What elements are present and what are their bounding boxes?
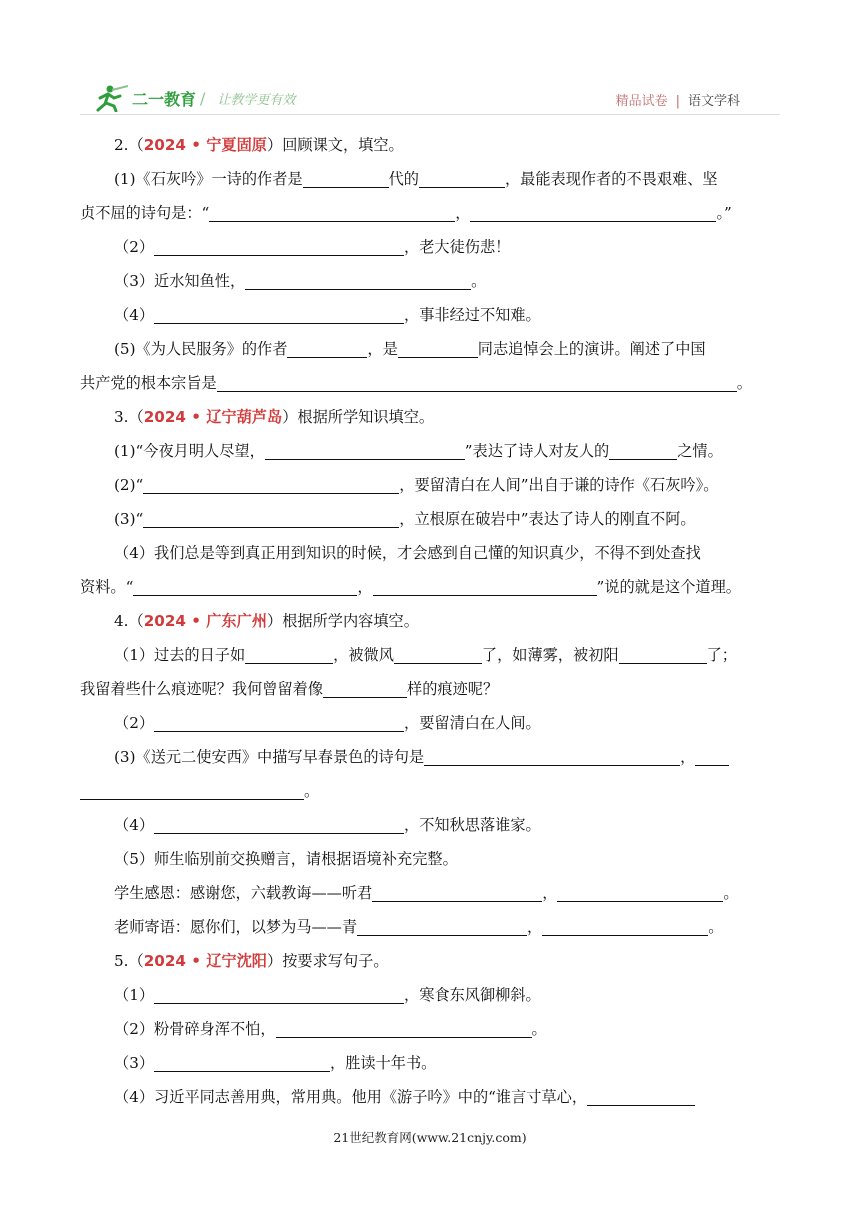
page-header [80, 80, 780, 120]
answer-blank[interactable] [154, 713, 404, 732]
q3-item-4: （4）我们总是等到真正用到知识的时候，才会感到自己懂的知识真少，不得不到处查找 [114, 544, 701, 562]
answer-blank[interactable] [357, 917, 527, 936]
q4-title: 4.（2024 • 广东广州）根据所学内容填空。 [114, 612, 419, 630]
q2-item-2: （2） ，老大徒伤悲！ [114, 238, 511, 256]
q3-item-3: (3)“ ，立根原在破岩中”表达了诗人的刚直不阿。 [114, 510, 696, 528]
q2-source: 2024 • 宁夏固原 [143, 136, 267, 154]
logo: 二一教育 / 让教学更有效 [90, 84, 295, 112]
answer-blank[interactable] [323, 679, 407, 698]
answer-blank[interactable] [373, 577, 597, 596]
answer-blank[interactable] [557, 883, 723, 902]
answer-blank[interactable] [695, 747, 729, 766]
tag-subject: 语文学科 [687, 94, 740, 109]
answer-blank[interactable] [609, 441, 677, 460]
q2-title: 2.（2024 • 宁夏固原）回顾课文，填空。 [114, 136, 404, 154]
header-divider [80, 114, 780, 115]
runner-logo-icon [90, 84, 130, 112]
answer-blank[interactable] [372, 883, 542, 902]
q5-item-2: （2）粉骨碎身浑不怕， 。 [114, 1020, 547, 1038]
header-tags: 精品试卷 | 语文学科 [615, 94, 740, 109]
q2-item-1-cont: 贞不屈的诗句是：“ ， 。” [80, 204, 732, 222]
q4-item-6: 学生感恩：感谢您，六载教诲——听君 ， 。 [114, 884, 739, 902]
q4-item-1-cont: 我留着些什么痕迹呢？我何曾留着像 样的痕迹呢？ [80, 680, 499, 698]
answer-blank[interactable] [394, 645, 482, 664]
answer-blank[interactable] [619, 645, 707, 664]
q4-item-5: （5）师生临别前交换赠言，请根据语境补充完整。 [114, 850, 458, 868]
answer-blank[interactable] [154, 305, 404, 324]
q3-source: 2024 • 辽宁葫芦岛 [143, 408, 283, 426]
answer-blank[interactable] [424, 747, 680, 766]
answer-blank[interactable] [276, 1019, 532, 1038]
answer-blank[interactable] [217, 373, 737, 392]
answer-blank[interactable] [419, 169, 505, 188]
answer-blank[interactable] [133, 577, 357, 596]
answer-blank[interactable] [287, 339, 367, 358]
q2-item-1: (1)《石灰吟》一诗的作者是 代的 ，最能表现作者的不畏艰难、坚 [114, 170, 718, 188]
q2-item-3: （3）近水知鱼性， 。 [114, 272, 487, 290]
tag-premium: 精品试卷 [615, 94, 668, 109]
q5-item-1: （1） ，寒食东风御柳斜。 [114, 986, 541, 1004]
answer-blank[interactable] [245, 645, 333, 664]
answer-blank[interactable] [154, 1053, 330, 1072]
q5-source: 2024 • 辽宁沈阳 [143, 952, 267, 970]
page-footer: 21世纪教育网(www.21cnjy.com) [333, 1130, 527, 1145]
q5-item-3: （3） ，胜读十年书。 [114, 1054, 437, 1072]
q4-item-3: (3)《送元二使安西》中描写早春景色的诗句是 ， [80, 740, 786, 774]
answer-blank[interactable] [470, 203, 716, 222]
q4-source: 2024 • 广东广州 [143, 612, 267, 630]
question-content [80, 128, 786, 1114]
q3-item-2: (2)“ ，要留清白在人间”出自于谦的诗作《石灰吟》。 [114, 476, 719, 494]
answer-blank[interactable] [587, 1087, 695, 1106]
q4-item-1: （1）过去的日子如 ，被微风 了，如薄雾，被初阳 了； [114, 646, 737, 664]
q5-item-4: （4）习近平同志善用典，常用典。他用《游子吟》中的“谁言寸草心， [80, 1080, 786, 1114]
answer-blank[interactable] [154, 237, 404, 256]
q3-item-1: (1)“今夜月明人尽望， ”表达了诗人对友人的 之情。 [114, 442, 723, 460]
answer-blank[interactable] [80, 781, 304, 800]
answer-blank[interactable] [245, 271, 471, 290]
q3-title: 3.（2024 • 辽宁葫芦岛）根据所学知识填空。 [114, 408, 435, 426]
answer-blank[interactable] [143, 509, 399, 528]
q2-item-5: (5)《为人民服务》的作者 ，是 同志追悼会上的演讲。阐述了中国 [114, 340, 706, 358]
q2-item-4: （4） ，事非经过不知难。 [114, 306, 541, 324]
answer-blank[interactable] [303, 169, 389, 188]
q4-item-2: （2） ，要留清白在人间。 [114, 714, 541, 732]
answer-blank[interactable] [154, 985, 404, 1004]
answer-blank[interactable] [398, 339, 478, 358]
slogan: 让教学更有效 [217, 92, 296, 108]
answer-blank[interactable] [154, 815, 404, 834]
q3-item-4-cont: 资料。“ ， ”说的就是这个道理。 [80, 578, 741, 596]
answer-blank[interactable] [143, 475, 399, 494]
q5-title: 5.（2024 • 辽宁沈阳）按要求写句子。 [114, 952, 389, 970]
q4-item-3-cont: 。 [80, 774, 786, 808]
logo-text: 二一教育 [132, 89, 197, 109]
q4-item-4: （4） ，不知秋思落谁家。 [114, 816, 541, 834]
q2-item-5-cont: 共产党的根本宗旨是 。 [80, 374, 752, 392]
q4-item-7: 老师寄语：愿你们，以梦为马——青 ， 。 [114, 918, 724, 936]
answer-blank[interactable] [209, 203, 455, 222]
answer-blank[interactable] [542, 917, 708, 936]
answer-blank[interactable] [265, 441, 465, 460]
